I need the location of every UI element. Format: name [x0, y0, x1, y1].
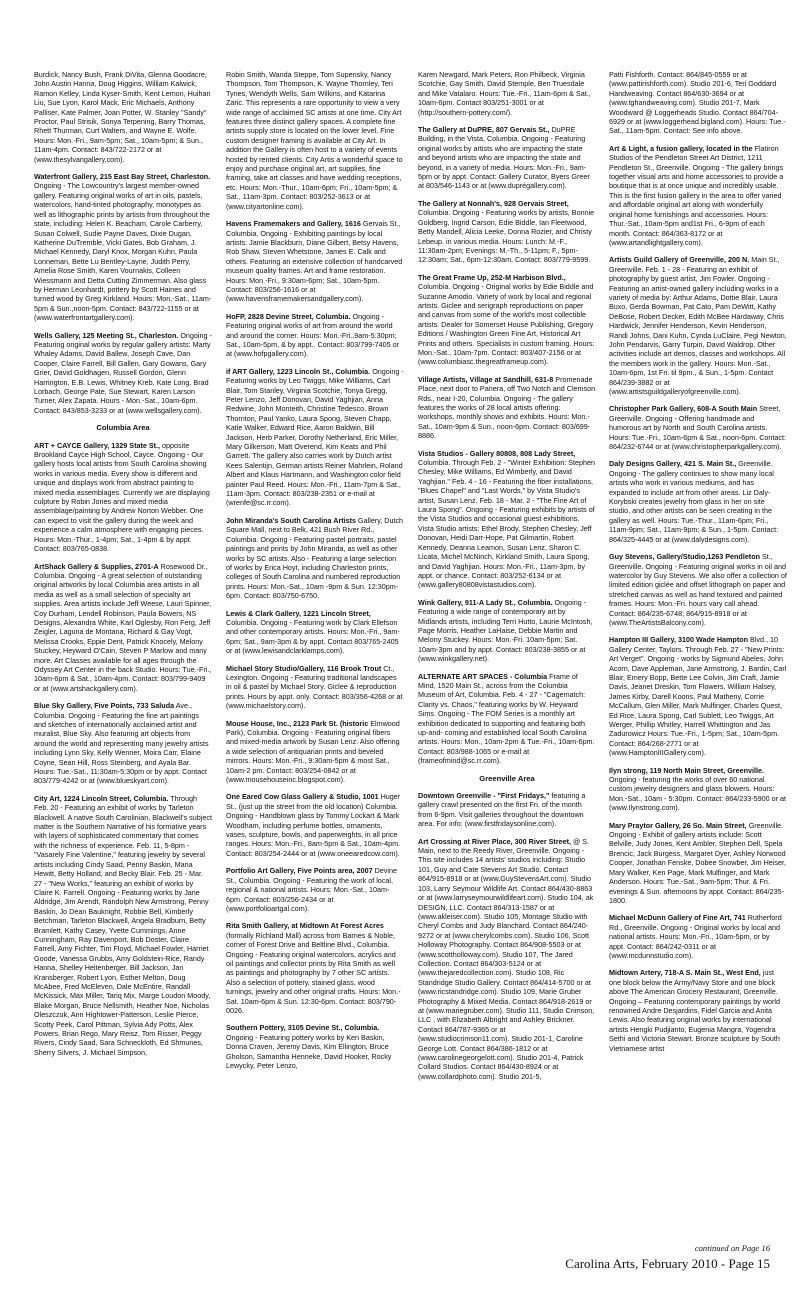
- listing-text: Devine St., Columbia. Ongoing - Featuring the work of local, regional & national artists. Hours: Mon.-Sat., 10am-6pm. Contact: 803/256-2434 or at (www.portfolioartgal.com).: [226, 866, 397, 913]
- listing-heading: ART + CAYCE Gallery, 1329 State St.,: [34, 440, 161, 450]
- listing-heading: Mary Praytor Gallery, 26 So. Main Street,: [609, 820, 747, 830]
- listing-text: Ongoing - Featuring original works by regular gallery artists: Marty Whaley Adams, David Ballew, Joseph Cave, Dan Cooper, Claire Farrell, Bill Gallen, Gary Gowans, Gary Grier, David Goldhagen, Russell Gordon, Glenn Harrington, E.B. Lewis, Whitney Kreb, Kate Long, Brad Lorbach, George Pate, Sue Stewart, Karen Larson Turner, Alex Zapata. Hours - Mon.-Sat., 10am-6pm. Contact: 843/853-3233 or at (www.wellsgallery.com).: [34, 330, 212, 415]
- continued-note: continued on Page 16: [694, 1243, 770, 1253]
- gallery-listing: [34, 701, 212, 786]
- gallery-listing: [609, 913, 787, 960]
- gallery-listing: [226, 219, 404, 304]
- listing-text: DuPRE Building, in the Vista, Columbia. Ongoing - Featuring original works by artists who are impacting the state and beyond artists who are impacting the state and beyond, in a variety of media. Hours: Mon.-Fri., 9am-5pm or by appt. Contact: Gallery Curator, Byers Greer at 803/546-1143 or at (www.duprégallery.com).: [418, 125, 590, 191]
- listing-text: Greenville. Ongoing - The gallery continues to show many local artists who work in various mediums, and has expanded to include art from other areas. Liz Daly-Korybski creates jewelry from glass in her on site studio, and other artists can be seen creating in the gallery as well. Hours: Tue.-Thur., 11am-6pm; Fri., 11am-9pm; Sat., 11am-9pm; & Sun., 1-5pm. Contact: 864/325-4445 or at (www.dalydesigns.com).: [609, 459, 779, 544]
- listing-heading: Artists Guild Gallery of Greenville, 200 N.: [609, 255, 750, 265]
- gallery-listing: [226, 516, 404, 601]
- listing-text: Ongoing - Featuring works by Leo Twiggs, Mike Williams, Carl Blair, Tom Stanley, Virginia Scotchie, Tonya Gregg, Peter Lenzo, Jeff Donovan, David Yaghjian, Anna Redwine, John Monteith, Christine Tedesco, Brown Thornton, Paul Yanko, Laura Spong, Steven Chapp, Katie Walker, Edward Rice, Aaron Baldwin, Bill Jackson, Herb Parker, Dorothy Netherland, Eric Miller, Mary Gilkerson, Matt Overend, Kim Keats and Phil Garrett. The gallery also carries work by Dutch artist Kees Salentijn, German artists Reiner Mahrlein, Roland Albert and Klaus Hartmann, and Washington color field painter Paul Reed. Hours: Mon.-Fri., 11am-7pm & Sat., 11am-3pm. Contact: 803/238-2351 or e-mail at (wrenfe@sc.rr.com).: [226, 366, 404, 508]
- gallery-listing: [609, 70, 787, 136]
- gallery-listing: [418, 791, 596, 829]
- listing-heading: Guy Stevens, Gallery/Studio,1263 Pendleton: [609, 552, 760, 562]
- section-heading: Greenville Area: [479, 773, 535, 783]
- listing-heading: The Great Frame Up, 252-M Harbison Blvd.,: [418, 272, 566, 282]
- gallery-listing: [226, 70, 404, 211]
- gallery-listing: [609, 459, 787, 544]
- gallery-listing: [226, 609, 404, 656]
- listing-text: @ S. Main, next to the Reedy River, Greenville. Ongoing - This site includes 14 artists' studios including: Studio 101, Guy and Cate Stevens Art Studio. Contact 864/915-8918 or at (www.GuyStevensArt.com). Studio 103, Larry Seymour Wildlife Art. Contact 864/430-8863 or at (www.larryseymourwildlifeart.com). Studio 104, ak DESIGN, LLC. Contact 864/313-1587 or at (www.akleiser.com). Studio 105, Montage Studio with Cheryl Combs and Judy Blanchard. Contact 864/240-9272 or at (www.cherylcombs.com). Studio 106, Scott Holloway Photography. Contact 864/908-5503 or at (www.scottholloway.com). Studio 107, The Jared Collection. Contact 864/303-5124 or at (www.thejaredcollection.com). Studio 108, Ric Standridge Studio Gallery. Contact 864/414-5700 or at (www.ricstandridge.com). Studio 109, Marie Gruber Photography & Mixed Media. Contact 864/918-2619 or at (www.mariegruber.com). Studio 111, Studio Crimson, LLC , with Elizabeth Albright and Ashley Brickner. Contact 864/787-9365 or at (www.studiocrimson11.com). Studio 201-1, Caroline George Lott. Contact 864/386-1812 or at (www.carolinegeorgelott.com). Studio 201-4, Patrick Collard Studios. Contact 864/430-8924 or at (www.collardphoto.com). Studio 201-5,: [418, 836, 595, 1081]
- listing-heading: ALTERNATE ART SPACES - Columbia: [418, 671, 548, 681]
- listing-text: featuring a gallery crawl presented on the first Fri. of the month from 6-9pm. Visit galleries throughout the downtown area. For info: (www.firstfridaysonline.com).: [418, 791, 586, 829]
- listing-heading: One Eared Cow Glass Gallery & Studio, 1001: [226, 792, 379, 802]
- gallery-listing: [226, 312, 404, 359]
- gallery-listing: [609, 552, 787, 627]
- gallery-listing: [226, 664, 404, 711]
- listing-text: Elmwood Park), Columbia. Ongoing - Featuring original fibers and mixed-media artwork by Susan Lenz. Also offering a wide selection of antiquarian prints and beveled mirrors. Hours: Mon.-Fri., 9:30am-5pm & most Sat., 10am-2 pm. Contact: 803/254-0842 or at (www.mousehouseinc.blogspot.com).: [226, 718, 400, 785]
- listing-heading: Rita Smith Gallery, at Midtown At Forest Acres: [226, 921, 384, 931]
- gallery-listing: [418, 837, 596, 1082]
- listing-text: Gallery, Dutch Square Mall, next to Belk, 421 Bush River Rd., Columbia. Ongoing - Featuring pastel portraits, pastel paintings and prints by John Miranda, as well as other works by SC artists. Also - Featuring a large selection of works by Erica Hoyt, including Charleston prints, colleges of South Carolina and numbered reproduction prints. Hours: Mon.-Sat., 10am -9pm & Sun. 12:30pm-6pm. Contact: 803/750-6750.: [226, 515, 404, 601]
- gallery-listing: [418, 672, 596, 766]
- listing-text: Patti Fishforth. Contact: 864/845-0559 or at (www.pattirishforth.com). Studio 201-6, Teri Goddard Handweaving. Contact 864/630-3694 or at (www.tghandweaving.com). Studio 201-7, Mark Woodward @ Loggerheads Studio. Contact 864/704-6929 or at (www.loggerhead.bigland.com). Hours: Tue.-Sat., 11am-5pm. Contact: See info above.: [609, 70, 786, 136]
- listing-text: Ongoing - Featuring pottery works by Ken Baskin, Donna Craven, Jeremy Davis, Kim Ellington, Bruce Gholson, Samantha Henneke, David Hooker, Rocky Lewycky, Peter Lenzo,: [226, 1032, 392, 1070]
- listing-text: Promenade Place, next door to Panera, off Two Notch and Clemson Rds., near I-20, Columbia. Ongoing - The gallery features the works of 28 local artists offering: workshops, monthly shows and exhibits. Hours: Mon.-Sat., 10am-9pm & Sun., noon-6pm. Contact: 803/699-8886.: [418, 374, 596, 441]
- listing-text: Blvd., 10 Gallery Center, Taylors. Through Feb. 27 - "New Prints: Art Verget". Ongoing - works by Sigmund Abeles, John Acorn, Dave Appleman, Jane Armstrong, J. Bardin, Carl Blair, Emery Bopp, Bette Lee Colvin, Jim Craft, Jamie Davis, Jeanet Dreskin, Tom Flowers, William Halsey, James Kirby, Darell Koons, Paul Matheny, Corrie McCallum, Glen Miller, Mark Mulfinger, Charles Quest, Ed Rice, Laura Spong, Carl Sublett, Leo Twiggs, Art Werger, Phillip Whitley, Harrell Whittington and Jas Zadurowicz Hours: Tue.-Fri., 1-5pm; Sat., 10am-5pm. Contact: 864/268-2771 or at (www.HamptonIIIGallery.com).: [609, 635, 787, 758]
- listing-heading: Vista Studios - Gallery 80808, 808 Lady Street,: [418, 448, 576, 458]
- listing-text: St., Greenville. Ongoing - Featuring original works in oil and watercolor by Guy Stevens. We also offer a collection of limited edition giclée and offset lithograph on paper and stretched canvas as well as hand textured and painted frames. Hours: Mon.-Fri. hours vary call ahead. Contact: 864/235-6748; 864/915-8918 or at (www.TheArtistsBalcony.com).: [609, 552, 787, 627]
- gallery-listing: [418, 70, 596, 117]
- gallery-listing: [226, 1023, 404, 1070]
- listing-text: Greenville. Ongoing - Exhibit of gallery artists include: Scott Belville, Judy Jones, Kent Ambler, Stephen Dell, Spela Brencic, Jack Burgess, Margaret Dyer, Ashley Norwood Cooper, Jonathan Fenske, Dobee Snowber, Jim Heiser, Mary Walker, Ken Page, Mark Mulfinger, and Mark Anderson. Hours: Tue.-Sat., 9am-5pm; Thur. & Fri. evenings & Sun. afternoons by appt. Contact: 864/235-1800.: [609, 820, 786, 905]
- listing-text: Ongoing - featuring the works of over 60 national custom jewelry designers and glass blowers. Hours: Mon.-Sat., 10am - 5:30pm. Contact: 864/233-5900 or at (www.Ilynstrong.com).: [609, 775, 786, 813]
- listing-heading: Art Crossing at River Place, 300 River Street,: [418, 836, 572, 846]
- gallery-listing: [418, 125, 596, 191]
- listing-heading: John Miranda's South Carolina Artists: [226, 515, 357, 525]
- listing-text: Robin Smith, Wanda Steppe, Tom Supensky, Nancy Thompson, Tom Thompson, K. Wayne Thornley, Teri Tynes, Wendyth Wells, Sam Wilkins, and Katarina Zaric. This represents a rare opportunity to view a very wide range of acclaimed SC artists at one time. City Art features three distinct gallery spaces. A complete fine artists supply store is located on the lower level. Fine custom designer framing is available at City Art. In addition the Gallery is often host to a variety of events hosted by rented clients. City Artis a wonderful space to enjoy and purchase original art, art supplies, fine framing, take art classes and have wedding receptions, etc. Hours: Mon.-Thur., 10am-6pm; Fri., 10am-5pm; & Sat., 11am-3pm. Contact: 803/252-3613 or at (www.cityartonline.com).: [226, 70, 403, 211]
- listing-heading: The Gallery at Nonnah's, 928 Gervais Street,: [418, 198, 569, 208]
- column-1: [34, 70, 212, 1280]
- listing-heading: Michael McDunn Gallery of Fine Art, 741: [609, 913, 746, 923]
- gallery-listing: [609, 968, 787, 1053]
- listing-text: Gervais St., Columbia. Ongoing - Exhibiting paintings by local artists: Jamie Blackburn, Diane Gilbert, Betsy Havens, Rob Shaw, Steven Whetstone, James E. Calk and others. Featuring an extensive collection of handcarved museum quality frames. Art and frame restoration. Hours: Mon.-Fri., 9:30am-6pm; Sat., 10am-5pm. Contact: 803/256-1616 or at (www.havensframemakersandgallery.com).: [226, 219, 403, 304]
- listing-heading: Village Artists, Village at Sandhill, 631-8: [418, 374, 554, 384]
- listing-heading: Wink Gallery, 911-A Lady St., Columbia.: [418, 597, 553, 607]
- gallery-listing: [609, 821, 787, 906]
- listing-heading: Havens Framemakers and Gallery, 1616: [226, 219, 361, 229]
- page-footer: Carolina Arts, February 2010 - Page 15: [565, 1256, 770, 1271]
- listing-text: Frame of Mind, 1520 Main St., across from the Columbia Museum of Art, Columbia. Feb. 4 - 27 - "Cagematch: Clarity vs. Chaos," featuring works by W. Heyward Sims. Ongoing - The FOM Series is a monthly art exhibition dedicated to supporting and featuring both up-and- coming and established local South Carolina artists. Hours: Mon., 10am-2pm & Tue.-Fri., 10am-6pm. Contact: 803/988-1065 or e-mail at (frameofmind@sc.rr.com).: [418, 671, 595, 766]
- gallery-listing: [418, 199, 596, 265]
- listing-text: (formally Richland Mall) across from Barnes & Noble, corner of Forest Drive and Beltline Blvd., Columbia. Ongoing - Featuring original watercolors, acrylics and oil paintings and collector prints by Rita Smith as well as paintings and photography by 7 other SC artists. Also a selection of pottery, stained glass, wood turnings, jewelry and other original crafts. Hours: Mon.-Sat. 10am-6pm & Sun. 12:30-6pm. Contact: 803/790- 0026.: [226, 930, 401, 1015]
- listing-text: Flatiron Studios of the Pendleton Street Art District, 1211 Pendleton St., Greenville. Ongoing - The gallery brings together visual arts and home accessories to provide a boutique that is at once unique and incredibly usable. This is the first fusion gallery in the area to offer varied and affordable original art along with wonderfully original home furnishings and accessories. Hours: Thur.-Sat., 10am-5pm and1st Fri., 6-9pm of each month. Contact: 864/363-8172 or at (www.artandlightgallery.com).: [609, 143, 784, 247]
- listing-text: Ongoing - Featuring original works of art from around the world and around the corner. Hours: Mon.-Fri.,9am-5:30pm; Sat., 10am-5pm, & by appt.. Contact: 803/799-7405 or at (www.hofpgallery.com).: [226, 311, 400, 359]
- listing-text: Through Feb. 20 - Featuring an exhibit of works by Tarleton Blackwell. A native South Carolinian, Blackwell's subject matter is the Southern Narrative of his formative years with layers of sophisticated commentary that comes with the richness of experience. Feb. 11, 5-8pm - "Vasarely Fine Valentine," featuring jewelry by several artists including Cindy Saad, Penny Baskin, Mana Hewitt, Betty Holland, and Becky Blair. Feb. 25 - Mar. 27 - "New Works," featuring an exhibit of works by Claire K. Farrell. Ongoing - Featuring works by Jane Aldridge, Jim Arendt, Randolph New Armstrong, Penny Baskin, Jo Dean Bauknight, Robbie Bell, Kimberly Betchman, Tarleton Blackwell, Angela Bradburn, Betty Bramlett, Kathy Casey, Yvette Cummings, Anne Cunningham, Ray Davenport, Bob Doster, Claire Farrell, Amy Fichter, Tim Floyd, Michael Fowler, Harriet Goode, Vanessa Grubbs, Amy Goldstein-Rice, Randy Hanna, Shelley Heitenberger, Bill Jackson, Jan Kransberger, Robert Lyon, Esther Melton, Doug McAbee, Fred McEleven, Dale McEntire, Randall McKissick, Max Miller, Tariq Mix, Marge Loudon Moody, Blake Morgan, Bruce Nellsmith, Heather Noe, Nicholas Oleszczuk, Ann Hightower-Patterson, Leslie Pierce, Scotty Peek, Carol Pittman, Sylvia Ady Potts, Alex Powers, Brian Rego, Mary Reisz, Tom Risser, Peggy Rivers, Cindy Saad, Sara Schneckloth, Ed Shmunes, Sherry Silvers, J. Michael Simpson,: [34, 793, 212, 1057]
- listing-heading: Michael Story Studio/Gallery, 116 Brook Trout: [226, 663, 382, 673]
- listing-heading: Lewis & Clark Gallery, 1221 Lincoln Street,: [226, 608, 371, 618]
- listing-text: Ongoing - Featuring a wide range of contemporary art by Midlands artists, including Terri Hutto, Laurie McIntosh, Page Morris, Heather LaHaise, Debbie Martin and Melony Stuckey. Hours: Mon.-Fri. 10am-5pm; Sat. 10am-3pm and by appt. Contact: 803/238-3855 or at (www.winkgallery.net).: [418, 597, 593, 664]
- column-2: [226, 70, 404, 1280]
- gallery-listing: [609, 404, 787, 451]
- listing-heading: ArtShack Gallery & Supplies, 2701-A: [34, 561, 159, 571]
- listing-heading: Waterfront Gallery, 215 East Bay Street, Charleston.: [34, 172, 211, 182]
- listing-text: Huger St., (just up the street from the old location) Columbia. Ongoing - Handblown glass by Tommy Lockart & Mark Woodham, including perfume bottles, ornaments, vases, sculpture, bowls, and paperweights, in all price ranges. Hours: Mon.-Fri., 8am-5pm & Sat., 10am-4pm. Contact: 803/254-2444 or at (www.oneearedcow.com).: [226, 792, 401, 858]
- gallery-listing: [34, 441, 212, 554]
- listing-text: just one block below the Army/Navy Store and one block above The American Grocery Restaurant, Greenville. Ongoing – Featuring contemporary paintings by world renowned Andre Desjardins, Fidel Garcia and Anita Lewis. Also featuring original works by international artists Hengki Pudjianto, Eugenia Mangra, Yogendra Sethi and Victoria Stewart. Bronze sculpture by South Vietnamese artist: [609, 968, 780, 1053]
- gallery-listing: [609, 766, 787, 813]
- listing-heading: Mouse House, Inc., 2123 Park St. (historic: [226, 718, 369, 728]
- listing-text: Rutherford Rd., Greenville. Ongoing - Original works by local and national artists. Hours: Mon.-Fri., 10am-5pm, or by appt. Contact: 864/242-0311 or at (www.mcdunnstudio.com).: [609, 913, 782, 960]
- gallery-listing: [34, 70, 212, 164]
- gallery-listing: [34, 172, 212, 323]
- listing-heading: Art & Light, a fusion gallery, located in the: [609, 143, 753, 153]
- listing-heading: City Art, 1224 Lincoln Street, Columbia.: [34, 793, 169, 803]
- listing-text: Karen Newgard, Mark Peters, Ron Philbeck, Virginia Scotchie, Gay Smith, David Stemple, Ben Truesdale and Mike Vatalaro. Hours: Tue.-Fri., 11am-6pm & Sat., 10am-6pm. Contact 803/251-3001 or at (http://southern-pottery.com/).: [418, 70, 591, 117]
- gallery-listing: [226, 367, 404, 508]
- listing-text: Columbia. Ongoing - Original works by Edie Biddle and Suzanne Amodio. Variety of work by local and regional artists. Giclee and serigraph reproductions on paper and canvas from some of the world's most collectible artists. Dealer for Somerset House Publishing, Gregory Editions / Washington Green Fine Art, Historical Art Prints and others. Specialists in custom framing. Hours: Mon.-Sat., 10am-7pm. Contact: 803/407-2156 or at (www.columbiasc.thegreatframeup.com).: [418, 282, 595, 367]
- column-4: [609, 70, 787, 1280]
- listing-text: Ct., Lexington. Ongoing - Featuring traditional landscapes in oil & pastel by Michael Story. Giclee & reproduction prints. Hours by appt. only. Contact: 803/356-4268 or at (www.michaelstory.com).: [226, 663, 403, 711]
- gallery-listing: [609, 635, 787, 757]
- listing-text: Columbia. Ongoing - Featuring works by artists, Bonnie Goldberg, Ingrid Carson, Edie Biddle, Ian Fleetwood, Betty Mandell, Alicia Leeke, Donna Rozier, and Christy Lebeup. in various media. Hours: Lunch: M.-F., 11:30am-2pm; Evenings: M.-Th., 5-11pm; F., 5pm-12:30am; Sat., 6pm-12:30am. Contact: 803/779-9599.: [418, 208, 595, 265]
- gallery-listing: [34, 794, 212, 1057]
- gallery-listing: [34, 562, 212, 694]
- gallery-listing: [418, 598, 596, 664]
- listing-heading: if ART Gallery, 1223 Lincoln St., Columbia.: [226, 366, 371, 376]
- listing-text: opposite Brookland Cayce High School, Cayce. Ongoing - Our gallery hosts local artists from South Carolina showing works in various media. Every show is different and unique and displays work from abstract painting to mixed media assemblages. Currently we are displaying culpture by Robin Jones and mixed media assemblage/painting by Andrew Norton Webber. One can expect to visit the gallery during the week and experience a calm atmosphere with engaging pieces. Hours: Mon.-Thur., 1-4pm; Sat., 1-4pm & by appt. Contact: 803/765-0838.: [34, 440, 210, 554]
- gallery-listing: [418, 375, 596, 441]
- listing-text: Burdick, Nancy Bush, Frank DiVita, Glenna Goodacre, John Austin Hanna, Doug Higgins, William Kalwick, Ramon Kelley, Linda Kyser-Smith, Kent Lemon, Huihan Liu, Sue Lyon, Karol Mack, Eric Michaels, Anthony Palliser, Kate Palmer, Joan Potter, W. Stanley "Sandy" Proctor, Paul Strisik, Sonya Terpening, Barry Thomas, Rhett Thurman, Curt Walters, and Wayne E. Wolfe. Hours: Mon.-Fri., 9am-5pm; Sat., 10am-5pm; & Sun., 11am-4pm. Contact: 843/722-2172 or at (www.thesylvangallery.com).: [34, 70, 211, 164]
- listing-text: Street, Greenville. Ongoing - Offering handmade and humorous art by North and South Carolina artists. Hours: Tue.-Fri., 10am-6pm & Sat., noon-6pm. Contact: 864/232-6744 or at (www.christopherparkgallery.com).: [609, 404, 786, 452]
- listing-heading: Hampton III Gallery, 3100 Wade Hampton: [609, 635, 748, 645]
- column-3: [418, 70, 596, 1280]
- gallery-listing: [226, 719, 404, 785]
- listing-heading: Wells Gallery, 125 Meeting St., Charleston.: [34, 330, 179, 340]
- gallery-listing: [418, 449, 596, 590]
- listing-heading: Southern Pottery, 3105 Devine St., Columbia.: [226, 1023, 380, 1033]
- listing-heading: HoFP, 2828 Devine Street, Columbia.: [226, 311, 351, 321]
- listing-heading: Christopher Park Gallery, 608-A South Main: [609, 404, 758, 414]
- listing-text: Ave., Columbia. Ongoing - Featuring the fine art paintings and sketches of internationally acclaimed artist and muralist, Blue Sky. Also featuring art objects from around the world and representing many jewelry artists including Lynn Sky, Kelly Wenner, Moira Carr, Elaine Coyne, Sean Hill, Ross Steinberg, and Ayala Bar. Hours: Tue.-Sat., 11:30am-5:30pm or by appt. Contact 803/779-4242 or at (www.blueskyart.com).: [34, 701, 209, 786]
- listing-text: Columbia. Ongoing - Featuring work by Clark Ellefson and other contemporary artists. Hours: Mon.-Fri., 9am-6pm; Sat., 9am-3pm & by appt. Contact 803/765-2405 or at (www.lewisandclarklamps.com).: [226, 617, 400, 656]
- gallery-listing: [226, 792, 404, 858]
- gallery-listing: [609, 144, 787, 247]
- listing-heading: Downtown Greenville - "First Fridays,": [418, 791, 550, 801]
- listing-text: Ongoing - The Lowcountry's largest member-owned gallery. Featuring original works of art in oils, pastels, watercolors, hand-tinted photography, monotypes as well as lithographic prints by artists from throughout the state, including: Helen K. Beacham, Carole Carberry, Susan Colwell, Sudie Payne Daves, Dixie Dugan, Katherine DuTremble, Vicki Gates, Bob Graham, J. Michael Kennedy, Daryl Knox, Morgan Kuhn, Paula Lonneman, Bette Lu Bentley-Layne, Judith Perry, Amelia Rose Smith, Karen Vournakis, Colleen Wiessmann and Detta Cutting Zimmerman. Also glass by Herman Leonhardt, pottery by Scott Haines and turned wood by Greg Kirkland. Hours: Mon.-Sat., 11am-5pm & Sun.,noon-5pm. Contact: 843/722-1155 or at (www.waterfrontartgallery.com).: [34, 181, 212, 323]
- listing-heading: Ilyn strong, 119 North Main Street, Greenville.: [609, 765, 764, 775]
- listing-heading: Blue Sky Gallery, Five Points, 733 Saluda: [34, 701, 175, 711]
- listing-text: Rosewood Dr., Columbia. Ongoing - A great selection of outstanding original artworks by local Columbia area artists in all media as well as a small selection of specialty art supplies. Area artists include Jeff Weese, Lauri Spinner, Coy Durham, Lendell Robinson, Paula Bowers, NS Designs, Alexandra White, Karl Oglesby, Ron Ferg, Jeff Zeigler, Laguna de Montana, Richard & Gay Vogt, Melissa Crooks, Eppie Dent, Patrick Knocely, Melony Stuckey, Heyward O'Cain, Steven P Marlow and many more. Art Classes available for all ages through the Odyssey Art Center in the back Studio. Hours: Tue.-Fri., 10am-6pm & Sat., 10am-4pm. Contact: 803/799-9409 or at (www.artshackgallery.com).: [34, 561, 212, 693]
- listing-heading: Daly Designs Gallery, 421 S. Main St.,: [609, 459, 737, 469]
- gallery-listing: [34, 331, 212, 416]
- listing-heading: Portfolio Art Gallery, Five Points area, 2007: [226, 866, 373, 876]
- gallery-listing: [226, 866, 404, 913]
- gallery-listing: [609, 255, 787, 396]
- listing-text: Main St., Greenville. Feb. 1 - 28 - Featuring an exhibit of photography by guest artist, Jim Fowler. Ongoing - Featuring an artist-owned gallery including works in a variety of media by: Arthur Adams, Dottie Blair, Laura Buxo, Gerda Bowman, Pat Cato, Pam DeWitt, Kathy DeBose, Robert Decker, Edith McBee Hardaway, Chris Hardwick, Jennifer Henderson, Kevin Henderson, Randi Johns, Dani Kuhn, Cynda LuClaire, Pegi Newton, John Pendarvis, Garry Turpin, David Waldrop. Other activities include art demos, classes and workshops. All the members work in the gallery. Hours: Mon.-Sat., 10am-6pm, 1st Fri. til 9pm., & Sun., 1-5pm. Contact 864/239-3882 or at (www.artistsguildgalleryofgreenville.com).: [609, 255, 787, 396]
- gallery-listing: [226, 921, 404, 1015]
- listing-heading: The Gallery at DuPRE, 807 Gervais St.,: [418, 125, 550, 135]
- section-heading: Columbia Area: [96, 423, 150, 433]
- listing-heading: Midtown Artery, 718-A S. Main St., West End,: [609, 968, 761, 978]
- listing-text: Columbia. Through Feb. 2 - "Winter Exhibition: Stephen Chesley, Mike Williams, Ed Wimberly, and David Yaghjian." Feb. 4 - 16 - Featuring the fiber installations, "Blues Chapel" and "Last Words," by Vista Studio's artist, Susan Lenz. Feb. 18 - Mar. 2 - "The Fine Art of Laura Spong". Ongoing - Featuring exhibits by artists of the Vista Studios and occasional guest exhibitions. Vista Studio artists: Ethel Brody, Stephen Chesley, Jeff Donovan, Heidi Darr-Hope, Pat Gilmartin, Robert Kennedy, Deanna Leamon, Susan Lenz, Sharon C. Licata, Michel McNinch, Kirkland Smith, Laura Spong, and David Yaghjian. Hours: Mon.-Fri., 11am-3pm, by appt. or chance. Contact: 803/252-6134 or at (www.gallery80808vistastudios.com).: [418, 458, 596, 590]
- gallery-listing: [418, 273, 596, 367]
